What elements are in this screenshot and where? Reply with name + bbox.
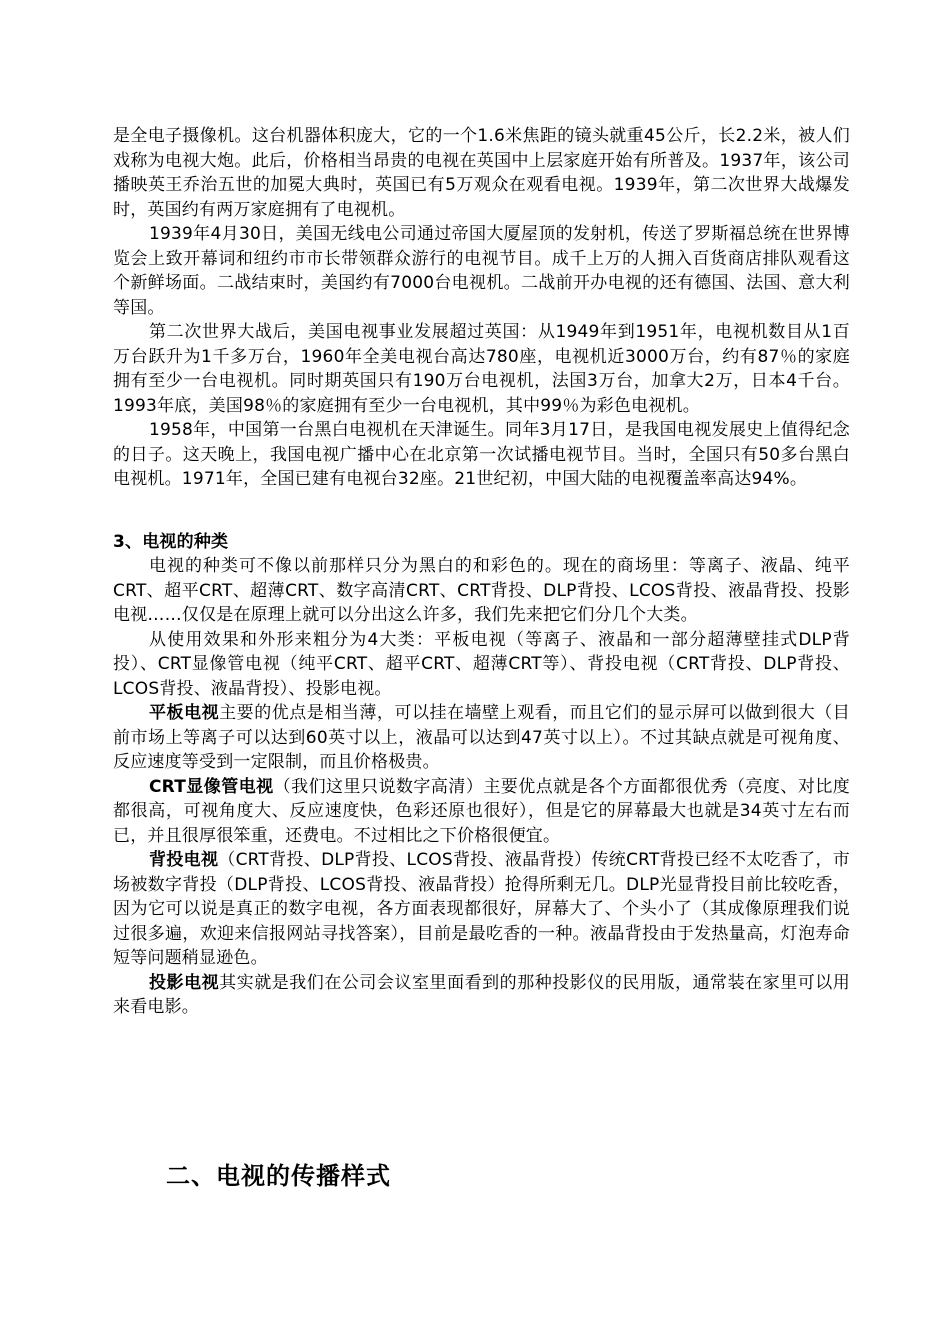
tv-types-intro: 电视的种类可不像以前那样只分为黑白的和彩色的。现在的商场里：等离子、液晶、纯平CRT、超平CRT、超薄CRT、数字高清CRT、CRT背投、DLP背投、LCOS背投、液晶背投、投影电视……仅仅是在原理上就可以分出这么许多，我们先来把它们分几个大类。 bbox=[113, 556, 850, 625]
chapter-2-title: 二、电视的传播样式 bbox=[166, 1162, 391, 1190]
tv-types-classes: 从使用效果和外形来粗分为4大类：平板电视（等离子、液晶和一部分超薄壁挂式DLP背投）、CRT显像管电视（纯平CRT、超平CRT、超薄CRT等）、背投电视（CRT背投、DLP背投、LCOS背投、液晶背投）、投影电视。 bbox=[113, 629, 850, 699]
section-3-title: 3、电视的种类 bbox=[113, 531, 229, 552]
flat-tv-term: 平板电视 bbox=[149, 703, 220, 723]
projection-tv-text: 其实就是我们在公司会议室里面看到的那种投影仪的民用版，通常装在家里可以用来看电影。 bbox=[113, 972, 850, 1017]
flat-tv-text: 主要的优点是相当薄，可以挂在墙壁上观看，而且它们的显示屏可以做到很大（目前市场上等离子可以达到60英寸以上，液晶可以达到47英寸以上）。不过其缺点就是可视角度、反应速度等受到一定限制，而且价格极贵。 bbox=[113, 703, 850, 772]
crt-tv-term: CRT显像管电视 bbox=[149, 776, 274, 797]
rear-projection-text: （CRT背投、DLP背投、LCOS背投、液晶背投）传统CRT背投已经不太吃香了，市场被数字背投（DLP背投、LCOS背投、液晶背投）抢得所剩无几。DLP光显背投目前比较吃香，因为它可以说是真正的数字电视，各方面表现都很好，屏幕大了、个头小了（其成像原理我们说过很多遍，欢迎来信报网站寻找答案），目前是最吃香的一种。液晶背投由于发热量高，灯泡寿命短等问题稍显逊色。 bbox=[113, 850, 850, 968]
history-paragraph-1: 是全电子摄像机。这台机器体积庞大，它的一个1.6米焦距的镜头就重45公斤，长2.2米，被人们戏称为电视大炮。此后，价格相当昂贵的电视在英国中上层家庭开始有所普及。1937年，该公司播映英王乔治五世的加冕大典时，英国已有5万观众在观看电视。1939年，第二次世界大战爆发时，英国约有两万家庭拥有了电视机。 bbox=[113, 126, 850, 220]
history-paragraph-4: 1958年，中国第一台黑白电视机在天津诞生。同年3月17日，是我国电视发展史上值得纪念的日子。这天晚上，我国电视广播中心在北京第一次试播电视节目。当时，全国只有50多台黑白电视机。1971年，全国已建有电视台32座。21世纪初，中国大陆的电视覆盖率高达94%。 bbox=[113, 420, 850, 489]
crt-tv-paragraph bbox=[113, 775, 850, 849]
history-paragraph-2: 1939年4月30日，美国无线电公司通过帝国大厦屋顶的发射机，传送了罗斯福总统在世界博览会上致开幕词和纽约市市长带领群众游行的电视节目。成千上万的人拥入百货商店排队观看这个新鲜场面。二战结束时，美国约有7000台电视机。二战前开办电视的还有德国、法国、意大利等国。 bbox=[113, 224, 850, 318]
rear-projection-paragraph bbox=[113, 848, 850, 971]
document-body bbox=[113, 124, 850, 1020]
projection-tv-paragraph bbox=[113, 971, 850, 1020]
history-paragraph-3: 第二次世界大战后，美国电视事业发展超过英国：从1949年到1951年，电视机数目从1百万台跃升为1千多万台，1960年全美电视台高达780座，电视机近3000万台，约有87％的家庭拥有至少一台电视机。同时期英国只有190万台电视机，法国3万台，加拿大2万，日本4千台。1993年底，美国98％的家庭拥有至少一台电视机，其中99％为彩色电视机。 bbox=[113, 322, 850, 416]
rear-projection-term: 背投电视 bbox=[149, 850, 219, 870]
flat-tv-paragraph bbox=[113, 701, 850, 775]
crt-tv-text: （我们这里只说数字高清）主要优点就是各个方面都很优秀（亮度、对比度都很高，可视角度大、反应速度快，色彩还原也很好），但是它的屏幕最大也就是34英寸左右而已，并且很厚很笨重，还费电。不过相比之下价格很便宜。 bbox=[113, 776, 850, 846]
projection-tv-term: 投影电视 bbox=[149, 972, 220, 993]
